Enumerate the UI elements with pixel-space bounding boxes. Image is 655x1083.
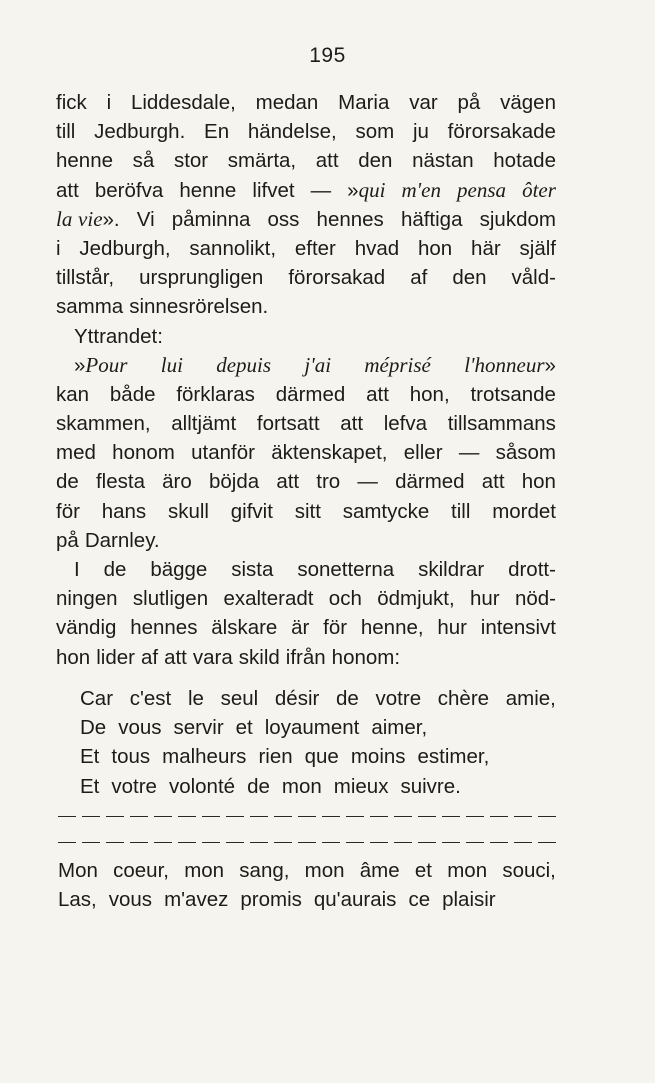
- prose-paragraphs: [56, 88, 556, 672]
- text-line: att beröfva henne lifvet — »qui m'en pensa ôter: [56, 177, 556, 202]
- text-line: de flesta äro böjda att tro — därmed att hon: [56, 470, 556, 494]
- poem-stanza-2: [58, 856, 556, 914]
- page-number: 195: [309, 44, 346, 67]
- text-line: fick i Liddesdale, medan Maria var på vägen: [56, 91, 556, 114]
- text-line: vändig hennes älskare är för henne, hur intensivt: [56, 616, 556, 640]
- text-line: på Darnley.: [56, 528, 160, 552]
- text-line: la vie». Vi påminna oss hennes häftiga sjukdom: [56, 206, 556, 231]
- text-line: hon lider af att vara skild ifrån honom:: [56, 645, 401, 669]
- poem-line: De vous servir et loyaument aimer,: [80, 716, 428, 740]
- poem-line: Car c'est le seul désir de votre chère amie,: [80, 687, 556, 710]
- ellipsis-dash-row: [58, 842, 556, 843]
- text-line: kan både förklaras därmed att hon, trotsande: [56, 382, 556, 406]
- poem-line: Las, vous m'avez promis qu'aurais ce plaisir: [58, 888, 496, 912]
- text-line: skammen, alltjämt fortsatt att lefva tillsammans: [56, 412, 556, 436]
- text-line: Yttrandet:: [74, 324, 163, 348]
- text-line: i Jedburgh, sannolikt, efter hvad hon här själf: [56, 236, 556, 260]
- poem-stanza-1: [80, 684, 556, 801]
- poem-line: Mon coeur, mon sang, mon âme et mon souci,: [58, 859, 556, 882]
- text-line: »Pour lui depuis j'ai méprisé l'honneur»: [74, 352, 556, 377]
- text-line: henne så stor smärta, att den nästan hotade: [56, 149, 556, 173]
- text-line: med honom utanför äktenskapet, eller — såsom: [56, 441, 556, 465]
- text-line: för hans skull gifvit sitt samtycke till mordet: [56, 499, 556, 523]
- poem-line: Et tous malheurs rien que moins estimer,: [80, 745, 490, 769]
- ellipsis-dash-row: [58, 816, 556, 817]
- poem-line: Et votre volonté de mon mieux suivre.: [80, 774, 461, 798]
- text-line: tillstår, ursprungligen förorsakad af den våld-: [56, 266, 556, 290]
- text-line: ningen slutligen exalteradt och ödmjukt, hur nöd-: [56, 587, 556, 611]
- text-line: I de bägge sista sonetterna skildrar drott-: [74, 558, 556, 581]
- text-line: till Jedburgh. En händelse, som ju förorsakade: [56, 120, 556, 144]
- text-line: samma sinnesrörelsen.: [56, 295, 269, 319]
